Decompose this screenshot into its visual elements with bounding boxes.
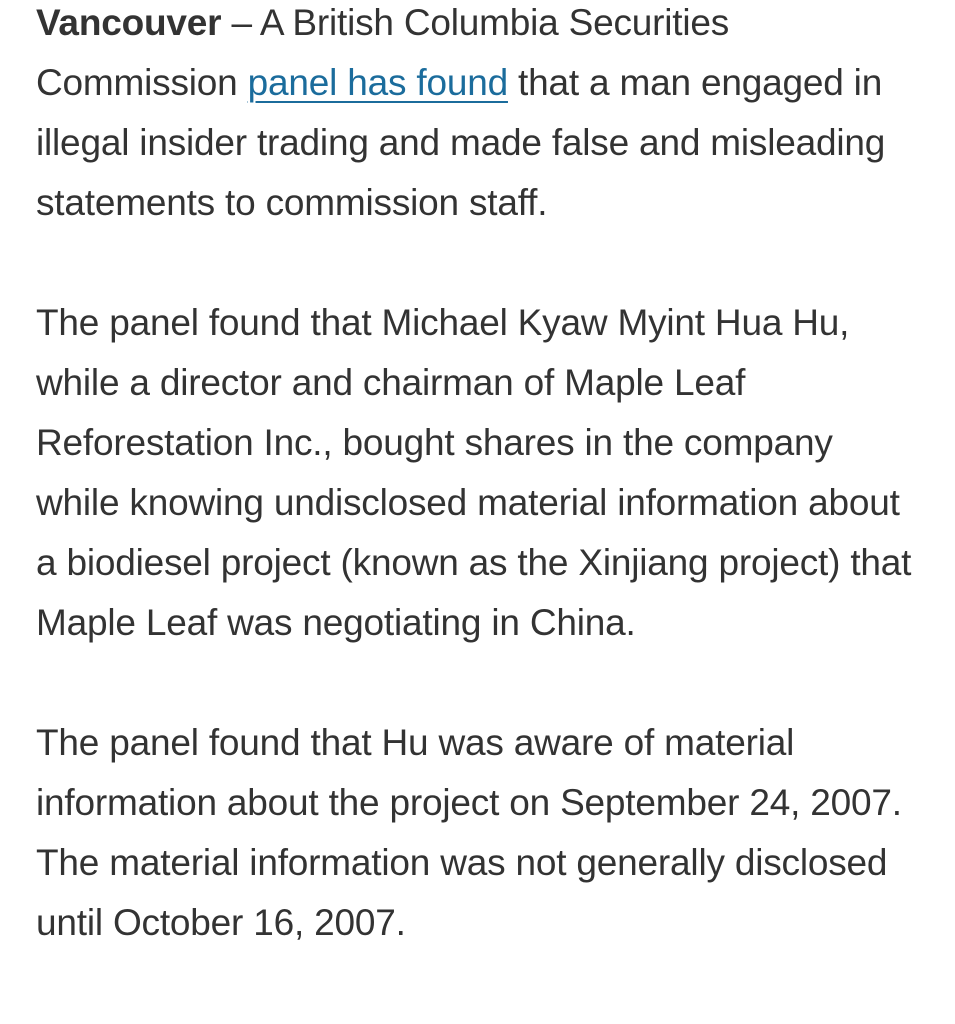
paragraph-intro <box>36 0 925 233</box>
paragraph-dates: The panel found that Hu was aware of material information about the project on September 24, 2007. The material information was not generally disclosed until October 16, 2007. <box>36 722 902 943</box>
paragraph-findings: The panel found that Michael Kyaw Myint Hua Hu, while a director and chairman of Maple Leaf Reforestation Inc., bought shares in the company while knowing undisclosed material information about a biodiesel project (known as the Xinjiang project) that Maple Leaf was negotiating in China. <box>36 302 912 643</box>
dateline: Vancouver <box>36 2 222 43</box>
intro-text-before-link: – A British Columbia Securities Commission <box>36 2 730 103</box>
panel-decision-link[interactable]: panel has found <box>247 62 508 103</box>
intro-text-after-link: that a man engaged in illegal insider trading and made false and misleading statements to commission staff. <box>36 62 886 223</box>
